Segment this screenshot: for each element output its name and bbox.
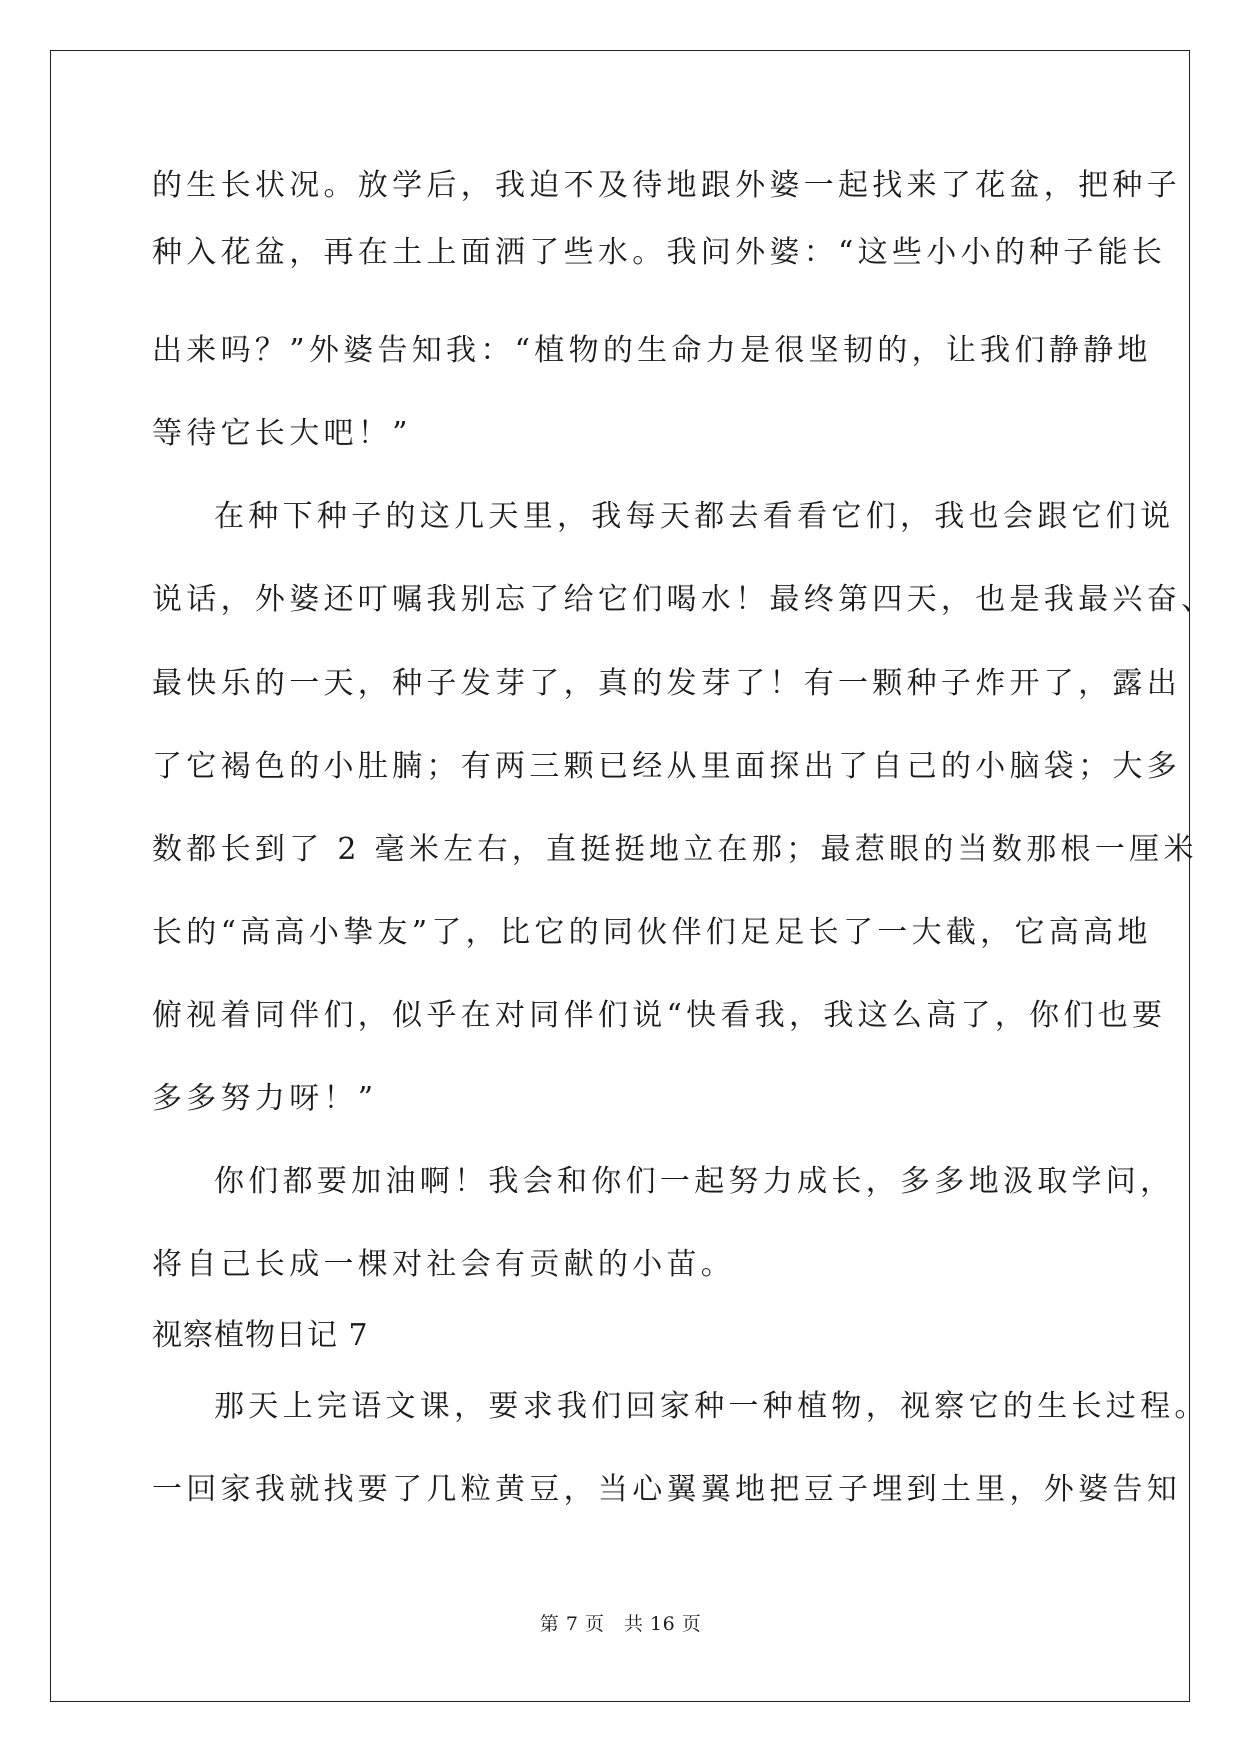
text-line: 最快乐的一天，种子发芽了，真的发芽了！有一颗种子炸开了，露出 — [152, 666, 1181, 701]
paragraph-first-line: 在种下种子的这几天里，我每天都去看看它们，我也会跟它们说 — [214, 499, 1175, 534]
text-line: 出来吗？”外婆告知我：“植物的生命力是很坚韧的，让我们静静地 — [152, 333, 1152, 368]
paragraph-first-line: 你们都要加油啊！我会和你们一起努力成长，多多地汲取学问， — [214, 1164, 1175, 1199]
text-line: 的生长状况。放学后，我迫不及待地跟外婆一起找来了花盆，把种子 — [152, 168, 1181, 203]
paragraph-first-line: 那天上完语文课，要求我们回家种一种植物，视察它的生长过程。 — [214, 1389, 1209, 1424]
text-line: 一回家我就找要了几粒黄豆，当心翼翼地把豆子埋到土里，外婆告知 — [152, 1472, 1181, 1507]
text-line: 种入花盆，再在土上面洒了些水。我问外婆：“这些小小的种子能长 — [152, 235, 1167, 270]
section-heading: 视察植物日记 7 — [152, 1318, 369, 1353]
text-line: 将自己长成一棵对社会有贡献的小苗。 — [152, 1247, 736, 1282]
text-line: 多多努力呀！” — [152, 1081, 378, 1116]
text-line: 长的“高高小挚友”了，比它的同伙伴们足足长了一大截，它高高地 — [152, 915, 1152, 950]
text-line: 数都长到了 2 毫米左右，直挺挺地立在那；最惹眼的当数那根一厘米 — [152, 832, 1198, 867]
text-line: 了它褐色的小肚腩；有两三颗已经从里面探出了自己的小脑袋；大多 — [152, 749, 1181, 784]
page-number-footer: 第 7 页 共 16 页 — [539, 1613, 702, 1635]
page-border — [50, 50, 1190, 1702]
text-line: 等待它长大吧！” — [152, 416, 412, 451]
text-line: 说话，外婆还叮嘱我别忘了给它们喝水！最终第四天，也是我最兴奋、 — [152, 582, 1216, 617]
text-line: 俯视着同伴们，似乎在对同伴们说“快看我，我这么高了，你们也要 — [152, 998, 1167, 1033]
